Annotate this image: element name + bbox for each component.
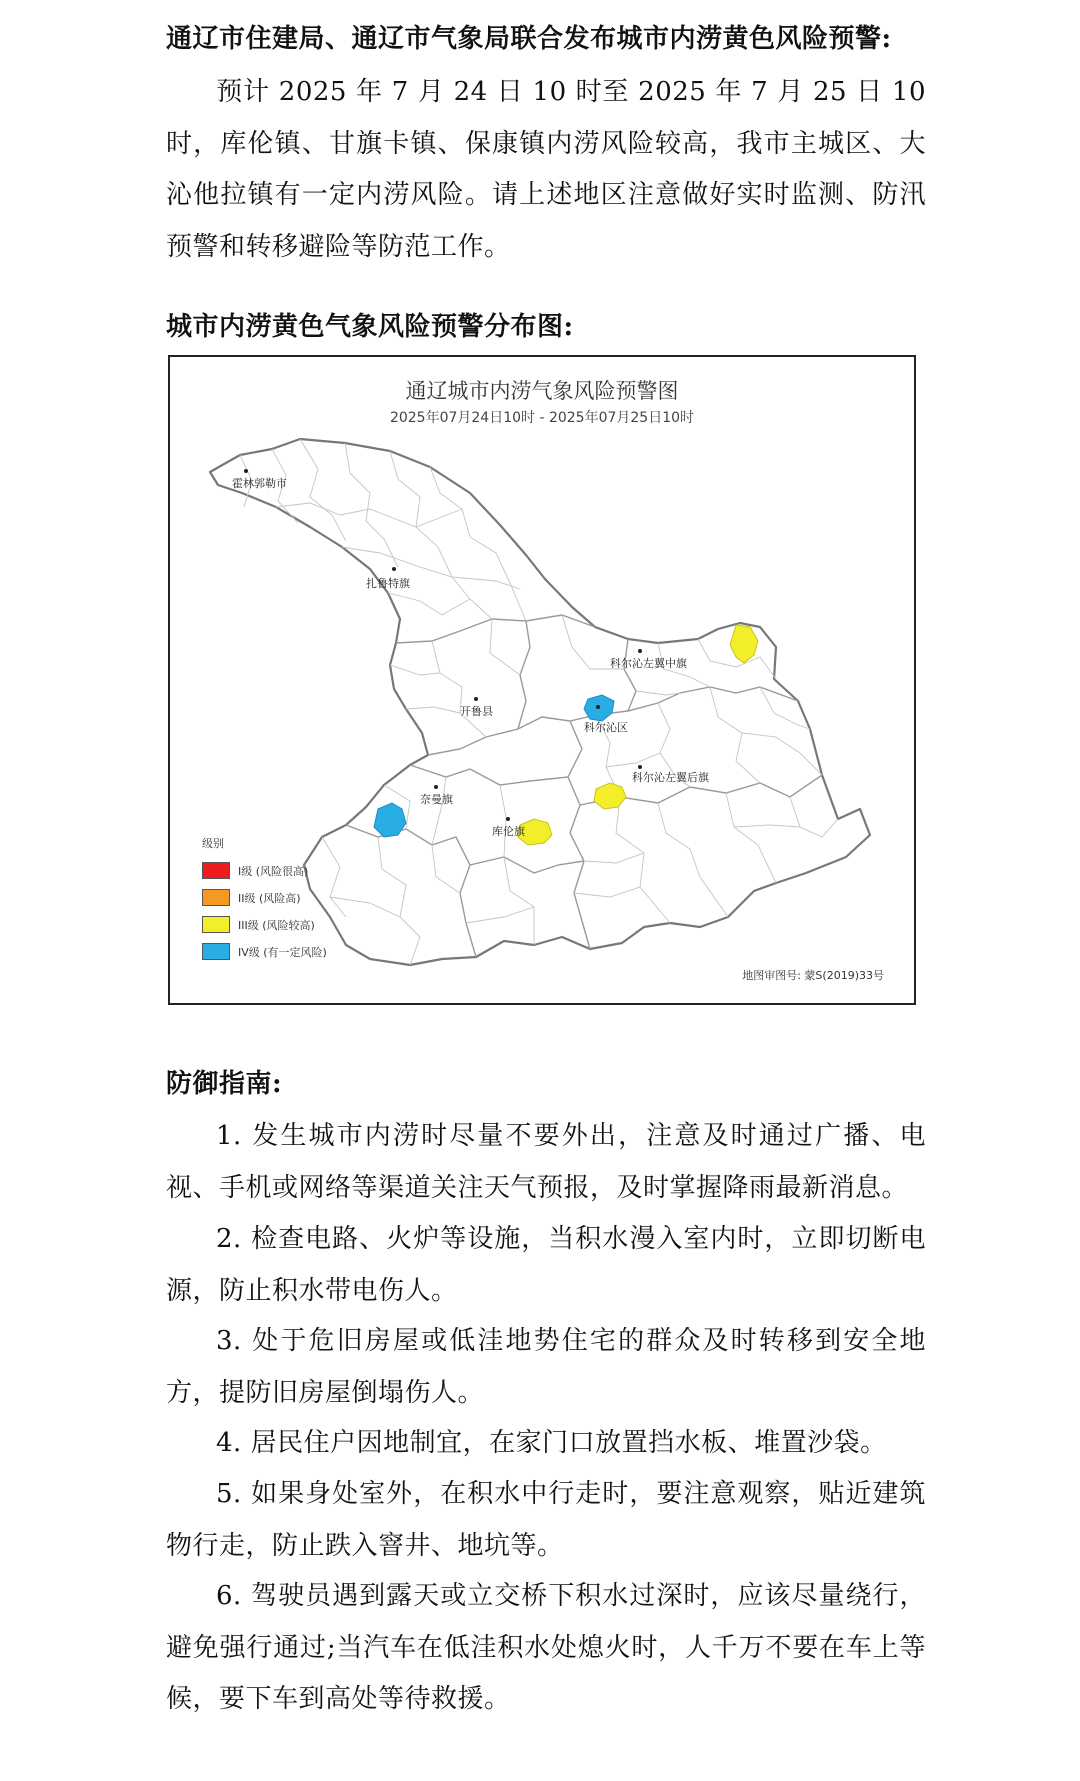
legend-label: III级 (风险较高) [238,918,315,932]
place-naiman: 奈曼旗 [420,793,453,806]
defense-item-6 [166,1571,926,1726]
place-kezuozhong: 科尔沁左翼中旗 [610,657,687,670]
legend-label: II级 (风险高) [238,891,301,905]
place-kailu: 开鲁县 [460,705,493,718]
defense-item-text: 4. 居民住户因地制宜，在家门口放置挡水板、堆置沙袋。 [216,1428,887,1458]
legend-item [202,857,327,884]
defense-item-3 [166,1316,926,1419]
place-huolinguole: 霍林郭勒市 [232,477,287,490]
place-kulun: 库伦旗 [492,825,525,838]
place-kezuohou: 科尔沁左翼后旗 [632,771,709,784]
map-title: 通辽城市内涝气象风险预警图 [405,379,679,403]
legend-item [202,938,327,965]
legend-title: 级别 [202,837,224,850]
legend-swatch-level-3 [202,916,230,933]
map-subtitle: 2025年07月24日10时 - 2025年07月25日10时 [389,410,695,426]
defense-item-text: 2. 检查电路、火炉等设施，当积水漫入室内时，立即切断电源，防止积水带电伤人。 [166,1224,926,1306]
defense-item-text: 1. 发生城市内涝时尽量不要外出，注意及时通过广播、电视、手机或网络等渠道关注天气预报，及时掌握降雨最新消息。 [166,1121,926,1203]
defense-item-2 [166,1214,926,1317]
legend-label: IV级 (有一定风险) [238,945,327,959]
legend-label: I级 (风险很高) [238,864,309,878]
place-zhalute: 扎鲁特旗 [366,577,410,590]
defense-item-text: 5. 如果身处室外，在积水中行走时，要注意观察，贴近建筑物行走，防止跌入窨井、地坑等。 [166,1479,926,1561]
map-section-heading: 城市内涝黄色气象风险预警分布图: [166,312,574,342]
notice-body [166,67,926,273]
defense-item-4 [166,1418,926,1470]
legend-swatch-level-4 [202,943,230,960]
defense-item-5 [166,1469,926,1572]
map-approval-note: 地图审图号: 蒙S(2019)33号 [742,969,884,982]
defense-item-text: 6. 驾驶员遇到露天或立交桥下积水过深时，应该尽量绕行，避免强行通过;当汽车在低洼积水处熄火时，人千万不要在车上等候，要下车到高处等待救援。 [166,1581,926,1714]
notice-title: 通辽市住建局、通辽市气象局联合发布城市内涝黄色风险预警: [166,24,892,54]
legend-swatch-level-2 [202,889,230,906]
risk-map [168,355,916,1005]
legend-item [202,911,327,938]
defense-item-text: 3. 处于危旧房屋或低洼地势住宅的群众及时转移到安全地方，提防旧房屋倒塌伤人。 [166,1326,926,1408]
map-legend [202,835,327,965]
notice-body-text: 预计 2025 年 7 月 24 日 10 时至 2025 年 7 月 25 日 10 时，库伦镇、甘旗卡镇、保康镇内涝风险较高，我市主城区、大沁他拉镇有一定内涝风险。请上述地区注意做好实时监测、防汛预警和转移避险等防范工作。 [166,77,926,262]
defense-item-1 [166,1111,926,1214]
place-kerqin: 科尔沁区 [584,721,628,734]
legend-item [202,884,327,911]
legend-swatch-level-1 [202,862,230,879]
defense-heading: 防御指南: [166,1069,283,1099]
